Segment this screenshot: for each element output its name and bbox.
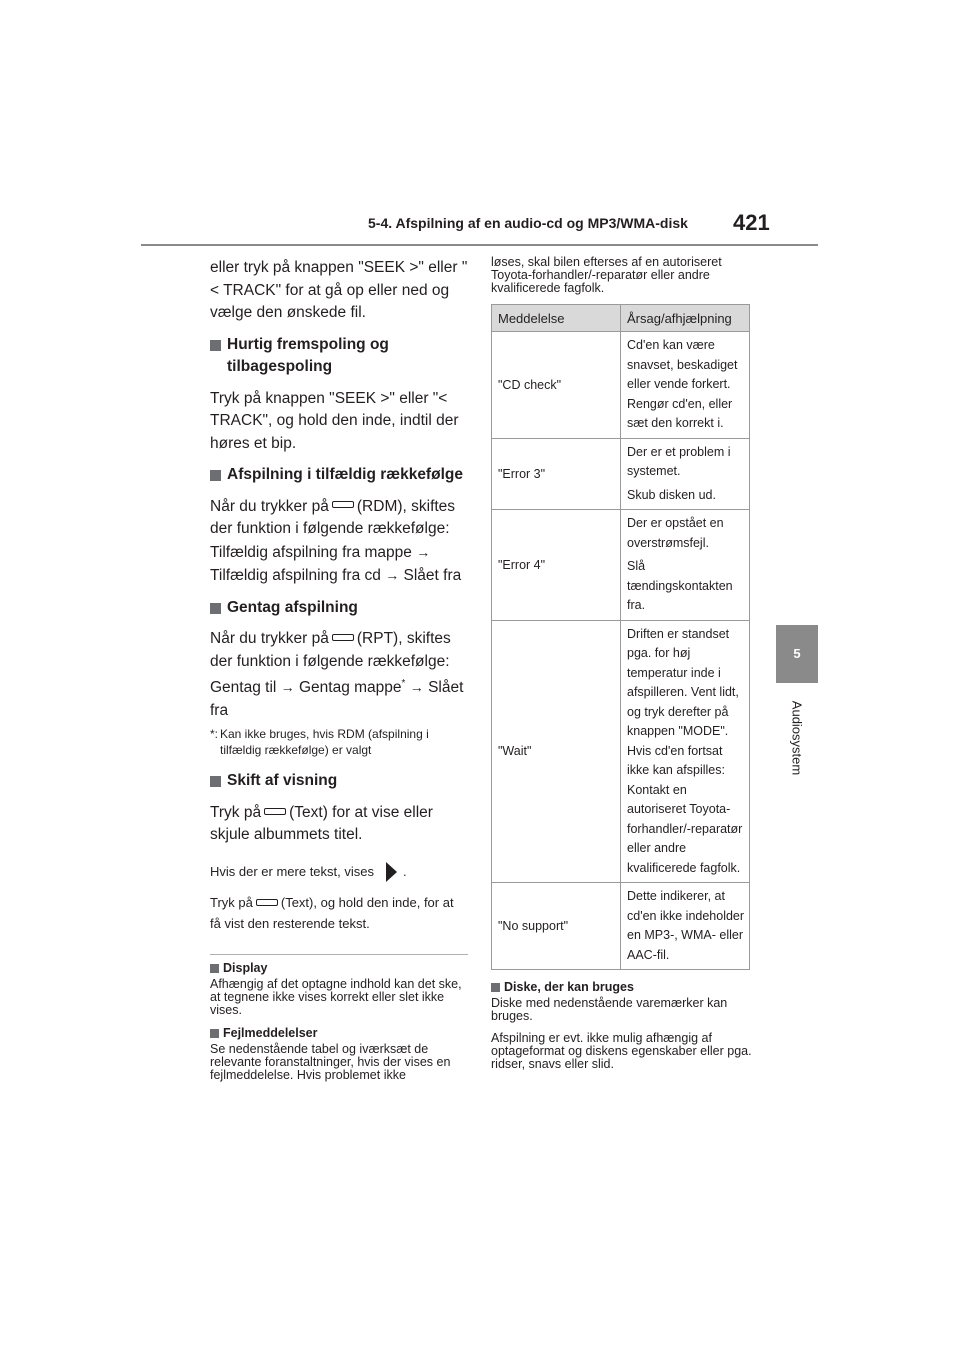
discs-heading: Diske, der kan bruges (491, 980, 753, 994)
table-header-message: Meddelelse (492, 305, 621, 332)
view-body: Tryk på (Text) for at vise eller skjule albummets titel. (210, 803, 433, 844)
error-message: "Error 4" (492, 510, 621, 621)
footnote: *: Kan ikke bruges, hvis RDM (afspilning i tilfældig rækkefølge) er valgt (210, 727, 429, 758)
triangle-right-icon (386, 862, 397, 882)
error-cause: Der er opstået en overstrømsfejl. Slå tændingskontakten fra. (621, 510, 750, 621)
rdm-sequence: Tilfældig afspilning fra mappe → Tilfældig afspilning fra cd → Slået fra (210, 543, 462, 584)
ff-body: Tryk på knappen "SEEK >" eller "< TRACK", og hold den inde, indtil der høres et bip. (210, 389, 459, 452)
square-bullet-icon (210, 340, 221, 351)
table-row (492, 438, 750, 510)
arrow-right-icon: → (409, 679, 424, 696)
ff-heading: Hurtig fremspoling og tilbagespoling (210, 334, 468, 379)
arrow-right-icon: → (416, 543, 431, 560)
more-text-note: Hvis der er mere tekst, vises . (210, 861, 468, 883)
section-divider (210, 954, 468, 955)
table-row (492, 510, 750, 621)
square-bullet-icon (210, 603, 221, 614)
page-number: 421 (733, 210, 770, 235)
rdm-heading: Afspilning i tilfældig rækkefølge (210, 464, 468, 487)
chapter-tab-number: 5 (776, 625, 818, 683)
view-heading: Skift af visning (210, 770, 468, 793)
square-bullet-icon (491, 983, 500, 992)
error-cause: Dette indikerer, at cd'en ikke indeholder en MP3-, WMA- eller AAC-fil. (621, 883, 750, 970)
header-rule (141, 244, 818, 246)
square-bullet-icon (210, 776, 221, 787)
table-header-cause: Årsag/afhjælpning (621, 305, 750, 332)
table-row (492, 620, 750, 883)
hold-text-note: Tryk på (Text), og hold den inde, for at få vist den resterende tekst. (210, 895, 454, 932)
error-message-table (491, 304, 750, 970)
error-cause: Driften er standset pga. for høj temperatur inde i afspilleren. Vent lidt, og tryk derefter på knappen "MODE". Hvis cd'en fortsat ikke kan afspilles: Kontakt en autoriseret Toyota-forhandler/-reparatør eller andre kvalificerede fagfolk. (621, 620, 750, 883)
display-heading: Display (210, 961, 468, 975)
error-message: "Wait" (492, 620, 621, 883)
button-icon (332, 634, 354, 641)
error-message: "Error 3" (492, 438, 621, 510)
rpt-body: Når du trykker på (RPT), skiftes der funktion i følgende rækkefølge: (210, 630, 451, 670)
rpt-sequence: Gentag til → Gentag mappe* → Slået fra (210, 678, 464, 719)
errors-body-continued: løses, skal bilen efterses af en autoriseret Toyota-forhandler/-reparatør eller andre kvalificerede fagfolk. (491, 255, 722, 295)
display-body: Afhængig af det optagne indhold kan det ske, at tegnene ikke vises korrekt eller slet ikke vises. (210, 977, 462, 1018)
right-column (491, 256, 753, 1080)
discs-body-2: Afspilning er evt. ikke mulig afhængig af optageformat og diskens egenskaber eller pga. ridser, snavs eller slid. (491, 1031, 752, 1071)
left-column (210, 257, 468, 1091)
button-icon (332, 501, 354, 508)
table-row (492, 883, 750, 970)
arrow-right-icon: → (385, 567, 400, 583)
error-message: "No support" (492, 883, 621, 970)
error-cause: Cd'en kan være snavset, beskadiget eller vende forkert. Rengør cd'en, eller sæt den korrekt i. (621, 332, 750, 439)
section-title: 5-4. Afspilning af en audio-cd og MP3/WMA-disk (368, 215, 688, 231)
intro-text: eller tryk på knappen "SEEK >" eller "< TRACK" for at gå op eller ned og vælge den ønskede fil. (210, 259, 468, 321)
button-icon (264, 808, 286, 815)
errors-heading: Fejlmeddelelser (210, 1026, 468, 1040)
rpt-heading: Gentag afspilning (210, 597, 468, 620)
errors-body: Se nedenstående tabel og iværksæt de relevante foranstaltninger, hvis der vises en fejlmeddelelse. Hvis problemet ikke (210, 1042, 451, 1083)
square-bullet-icon (210, 964, 219, 973)
rdm-body: Når du trykker på (RDM), skiftes der funktion i følgende rækkefølge: (210, 497, 456, 537)
button-icon (256, 899, 278, 906)
square-bullet-icon (210, 470, 221, 481)
error-cause: Der er et problem i systemet. Skub disken ud. (621, 438, 750, 510)
arrow-right-icon: → (280, 679, 295, 696)
table-row (492, 332, 750, 439)
square-bullet-icon (210, 1029, 219, 1038)
discs-body-1: Diske med nedenstående varemærker kan bruges. (491, 996, 728, 1023)
error-message: "CD check" (492, 332, 621, 439)
